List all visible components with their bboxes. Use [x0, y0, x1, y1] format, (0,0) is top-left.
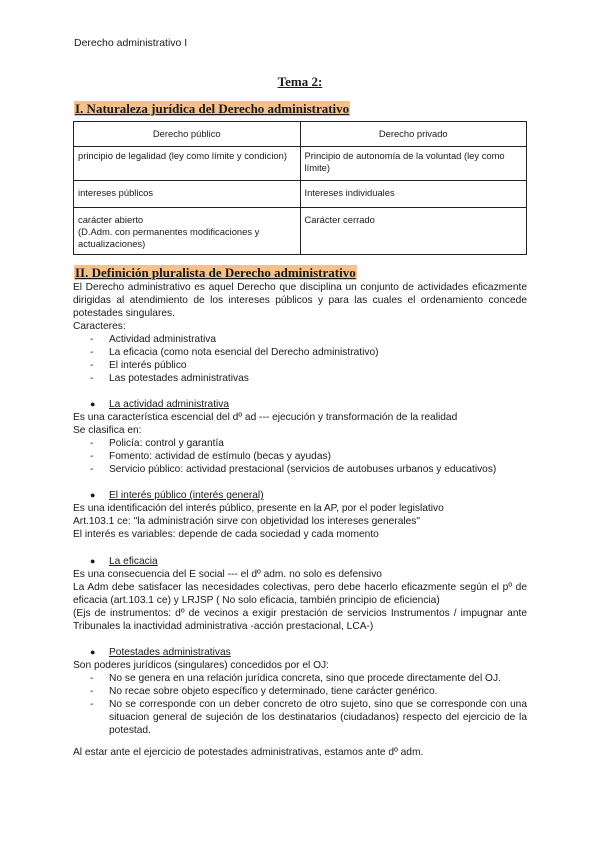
page-header: Derecho administrativo I: [74, 37, 188, 49]
interes-line: Art.103.1 ce: "la administración sirve con objetividad los intereses generales": [73, 516, 420, 527]
eficacia-line: (Ejs de instrumentos: dº de vecinos a exigir prestación de servicios Instrumentos / impugnar ante Tribunales la inactividad administrativa -acción prestacional, LCA-): [73, 608, 527, 632]
section-2-title: II. Definición pluralista de Derecho administrativo: [75, 265, 356, 280]
caracteres-list: [73, 333, 527, 385]
interes-heading: ● El interés público (interés general): [90, 490, 264, 501]
table-header-cell: Derecho público: [74, 122, 301, 147]
potestades-line: Son poderes jurídicos (singulares) concedidos por el OJ:: [73, 660, 329, 671]
bullet-icon: ●: [90, 399, 96, 409]
actividad-heading: ● La actividad administrativa: [90, 399, 230, 410]
table-cell: intereses públicos: [74, 181, 301, 208]
definition-paragraph: El Derecho administrativo es aquel Derecho que disciplina un conjunto de actividades eficazmente dirigidas al atendimiento de los intereses públicos y para las cuales el ordenamiento concede potestades singulares.: [73, 282, 527, 319]
table-cell: [74, 208, 301, 255]
bullet-icon: ●: [90, 647, 96, 657]
interes-line: El interés es variables: depende de cada sociedad y cada momento: [73, 529, 379, 540]
eficacia-line: La Adm debe satisfacer las necesidades colectivas, pero debe hacerlo eficazmente según el pº de eficacia (art.103.1 ce) y LRJSP ( No solo eficacia, también principio de eficiencia): [73, 582, 527, 606]
table-cell: Carácter cerrado: [300, 208, 527, 255]
list-item: - No se corresponde con un deber concreto de otro sujeto, sino que se corresponde con una situacion general de sujeción de los destinatarios (ciudadanos) respecto del ejercicio de la potestad.: [73, 698, 527, 737]
interes-line: Es una identificación del interés público, presente en la AP, por el poder legislativo: [73, 503, 444, 514]
potestades-block: [73, 646, 527, 737]
list-item: - Las potestades administrativas: [73, 372, 527, 385]
table-header-row: [74, 122, 527, 147]
list-item: - No se genera en una relación jurídica concreta, sino que procede directamente del OJ.: [73, 672, 527, 685]
page-title: Tema 2:: [277, 74, 323, 89]
section-1-title: I. Naturaleza jurídica del Derecho administrativo: [75, 101, 350, 116]
potestades-heading: ● Potestades administrativas: [90, 647, 231, 658]
table-cell-line: carácter abierto: [78, 214, 144, 225]
actividad-list: [73, 437, 527, 476]
table-row: [74, 147, 527, 181]
list-item: - Actividad administrativa: [73, 333, 527, 346]
actividad-line: Se clasifica en:: [73, 425, 142, 436]
list-item: - No recae sobre objeto específico y determinado, tiene carácter genérico.: [73, 685, 527, 698]
comparison-table: [73, 121, 527, 255]
eficacia-heading: ● La eficacia: [90, 556, 158, 567]
potestades-list: [73, 672, 527, 737]
table-cell: Principio de autonomía de la voluntad (ley como límite): [300, 147, 527, 181]
interes-block: [73, 489, 527, 541]
closing-paragraph: Al estar ante el ejercicio de potestades administrativas, estamos ante dº adm.: [73, 747, 424, 758]
list-item: - El interés público: [73, 359, 527, 372]
bullet-icon: ●: [90, 490, 96, 500]
table-cell: Intereses individuales: [300, 181, 527, 208]
actividad-line: Es una característica escencial del dº ad --- ejecución y transformación de la realidad: [73, 412, 458, 423]
bullet-icon: ●: [90, 556, 96, 566]
eficacia-line: Es una consecuencia del E social --- el dº adm. no solo es defensivo: [73, 569, 382, 580]
table-header-cell: Derecho privado: [300, 122, 527, 147]
caracteres-block: [73, 320, 527, 385]
table-row: [74, 208, 527, 255]
list-item: - Fomento: actividad de estímulo (becas y ayudas): [73, 450, 527, 463]
caracteres-label: Caracteres:: [73, 321, 126, 332]
list-item: - La eficacia (como nota esencial del Derecho administrativo): [73, 346, 527, 359]
table-cell-note: (D.Adm. con permanentes modificaciones y actualizaciones): [78, 226, 260, 249]
eficacia-block: [73, 555, 527, 633]
list-item: - Policía: control y garantía: [73, 437, 527, 450]
table-row: [74, 181, 527, 208]
list-item: - Servicio público: actividad prestacional (servicios de autobuses urbanos y educativos): [73, 463, 527, 476]
table-cell: principio de legalidad (ley como límite y condicion): [74, 147, 301, 181]
actividad-block: [73, 398, 527, 476]
